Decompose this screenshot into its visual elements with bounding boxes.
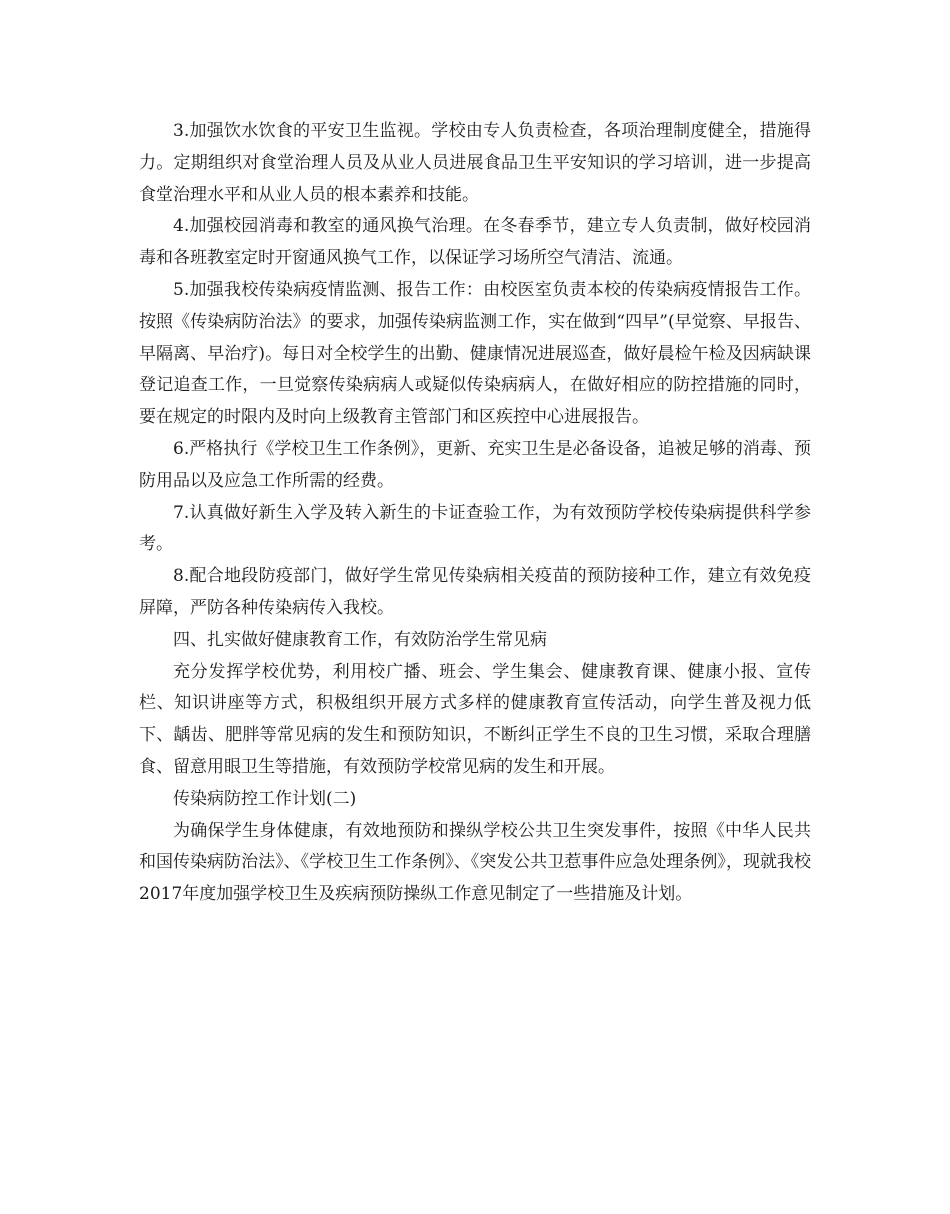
document-body <box>139 116 811 911</box>
paragraph-health-education: 充分发挥学校优势，利用校广播、班会、学生集会、健康教育课、健康小报、宣传栏、知识讲座等方式，积极组织开展方式多样的健康教育宣传活动，向学生普及视力低下、龋齿、肥胖等常见病的发生和预防知识，不断纠正学生不良的卫生习惯，采取合理膳食、留意用眼卫生等措施，有效预防学校常见病的发生和开展。 <box>139 661 811 777</box>
paragraph-plan-intro: 为确保学生身体健康，有效地预防和操纵学校公共卫生突发事件，按照《中华人民共和国传染病防治法》、《学校卫生工作条例》、《突发公共卫惹事件应急处理条例》，现就我校2017年度加强学校卫生及疾病预防操纵工作意见制定了一些措施及计划。 <box>139 820 811 905</box>
section-heading-4: 四、扎实做好健康教育工作，有效防治学生常见病 <box>173 629 547 650</box>
paragraph-item-7: 7.认真做好新生入学及转入新生的卡证查验工作，为有效预防学校传染病提供科学参考。 <box>139 502 811 555</box>
plan-title-2: 传染病防控工作计划(二) <box>173 788 357 809</box>
paragraph-item-5: 5.加强我校传染病疫情监测、报告工作：由校医室负责本校的传染病疫情报告工作。按照《传染病防治法》的要求，加强传染病监测工作，实在做到“四早”(早觉察、早报告、早隔离、早治疗)。每日对全校学生的出勤、健康情况进展巡查，做好晨检午检及因病缺课登记追查工作，一旦觉察传染病病人或疑似传染病病人，在做好相应的防控措施的同时，要在规定的时限内及时向上级教育主管部门和区疾控中心进展报告。 <box>139 279 811 428</box>
paragraph-item-6: 6.严格执行《学校卫生工作条例》，更新、充实卫生是必备设备，追被足够的消毒、预防用品以及应急工作所需的经费。 <box>139 438 811 491</box>
paragraph-item-4: 4.加强校园消毒和教室的通风换气治理。在冬春季节，建立专人负责制，做好校园消毒和各班教室定时开窗通风换气工作，以保证学习场所空气清洁、流通。 <box>139 216 811 269</box>
paragraph-item-8: 8.配合地段防疫部门，做好学生常见传染病相关疫苗的预防接种工作，建立有效免疫屏障，严防各种传染病传入我校。 <box>139 566 811 618</box>
paragraph-item-3: 3.加强饮水饮食的平安卫生监视。学校由专人负责检查，各项治理制度健全，措施得力。定期组织对食堂治理人员及从业人员进展食品卫生平安知识的学习培训，进一步提高食堂治理水平和从业人员的根本素养和技能。 <box>139 121 811 205</box>
